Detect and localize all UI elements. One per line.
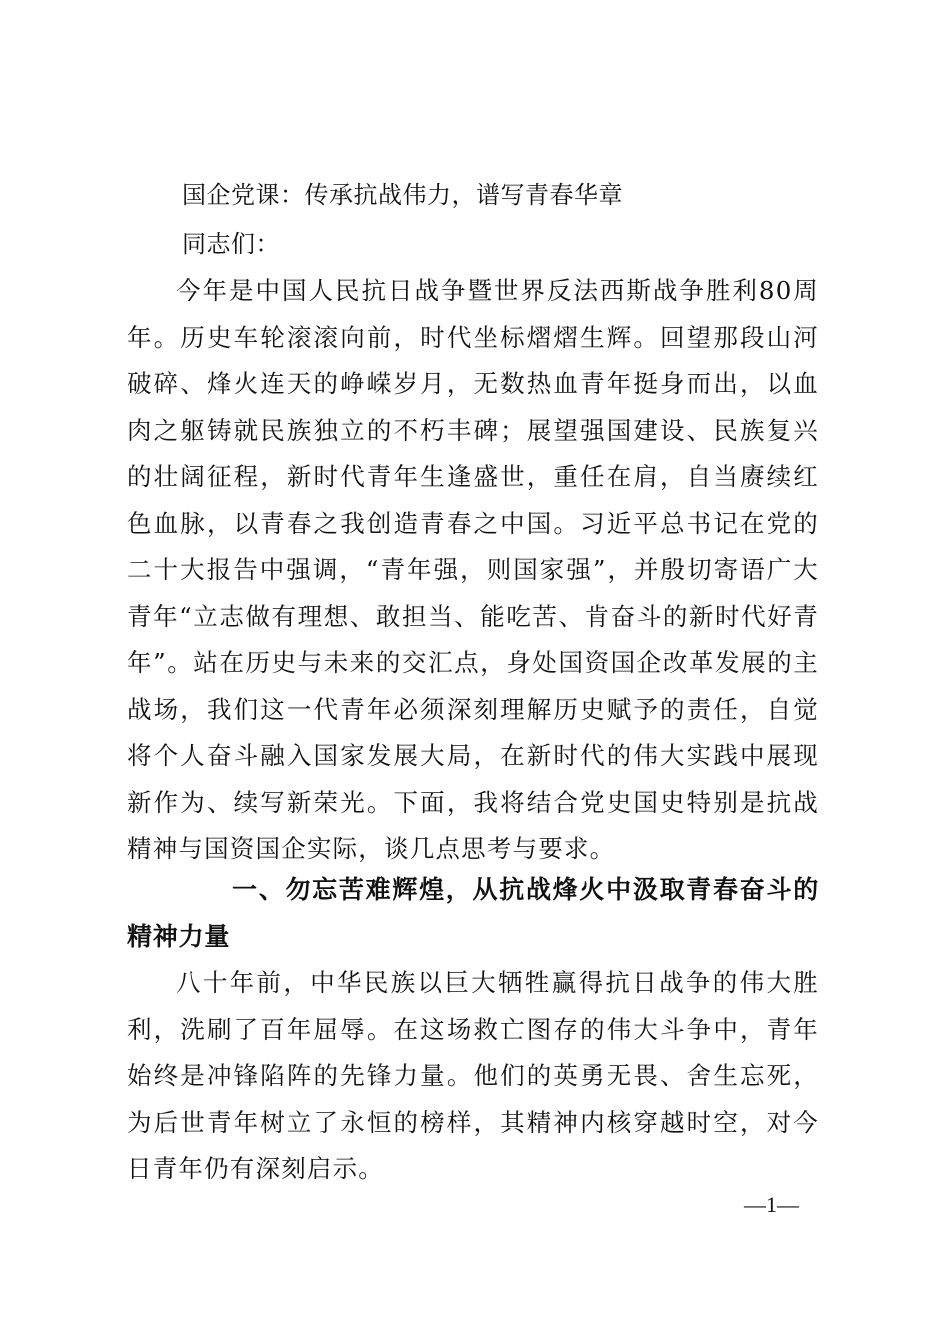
document-title: 国企党课：传承抗战伟力，谱写青春华章 [182, 181, 623, 209]
section-heading-1: 一、勿忘苦难辉煌，从抗战烽火中汲取青春奋斗的精神力量 [127, 875, 819, 951]
salutation: 同志们： [182, 230, 280, 258]
section-1-paragraph: 八十年前，中华民族以巨大牺牲赢得抗日战争的伟大胜利，洗刷了百年屈辱。在这场救亡图存的伟大斗争中，青年始终是冲锋陷阵的先锋力量。他们的英勇无畏、舍生忘死，为后世青年树立了永恒的榜样，其精神内核穿越时空，对今日青年仍有深刻启示。 [127, 968, 819, 1183]
intro-paragraph: 今年是中国人民抗日战争暨世界反法西斯战争胜利80周年。历史车轮滚滚向前，时代坐标熠熠生辉。回望那段山河破碎、烽火连天的峥嵘岁月，无数热血青年挺身而出，以血肉之躯铸就民族独立的不朽丰碑；展望强国建设、民族复兴的壮阔征程，新时代青年生逢盛世，重任在肩，自当赓续红色血脉，以青春之我创造青春之中国。习近平总书记在党的二十大报告中强调，“青年强，则国家强”，并殷切寄语广大青年“立志做有理想、敢担当、能吃苦、肯奋斗的新时代好青年”。站在历史与未来的交汇点，身处国资国企改革发展的主战场，我们这一代青年必须深刻理解历史赋予的责任，自觉将个人奋斗融入国家发展大局，在新时代的伟大实践中展现新作为、续写新荣光。下面，我将结合党史国史特别是抗战精神与国资国企实际，谈几点思考与要求。 [127, 276, 819, 863]
page-number: —1— [744, 1192, 799, 1217]
